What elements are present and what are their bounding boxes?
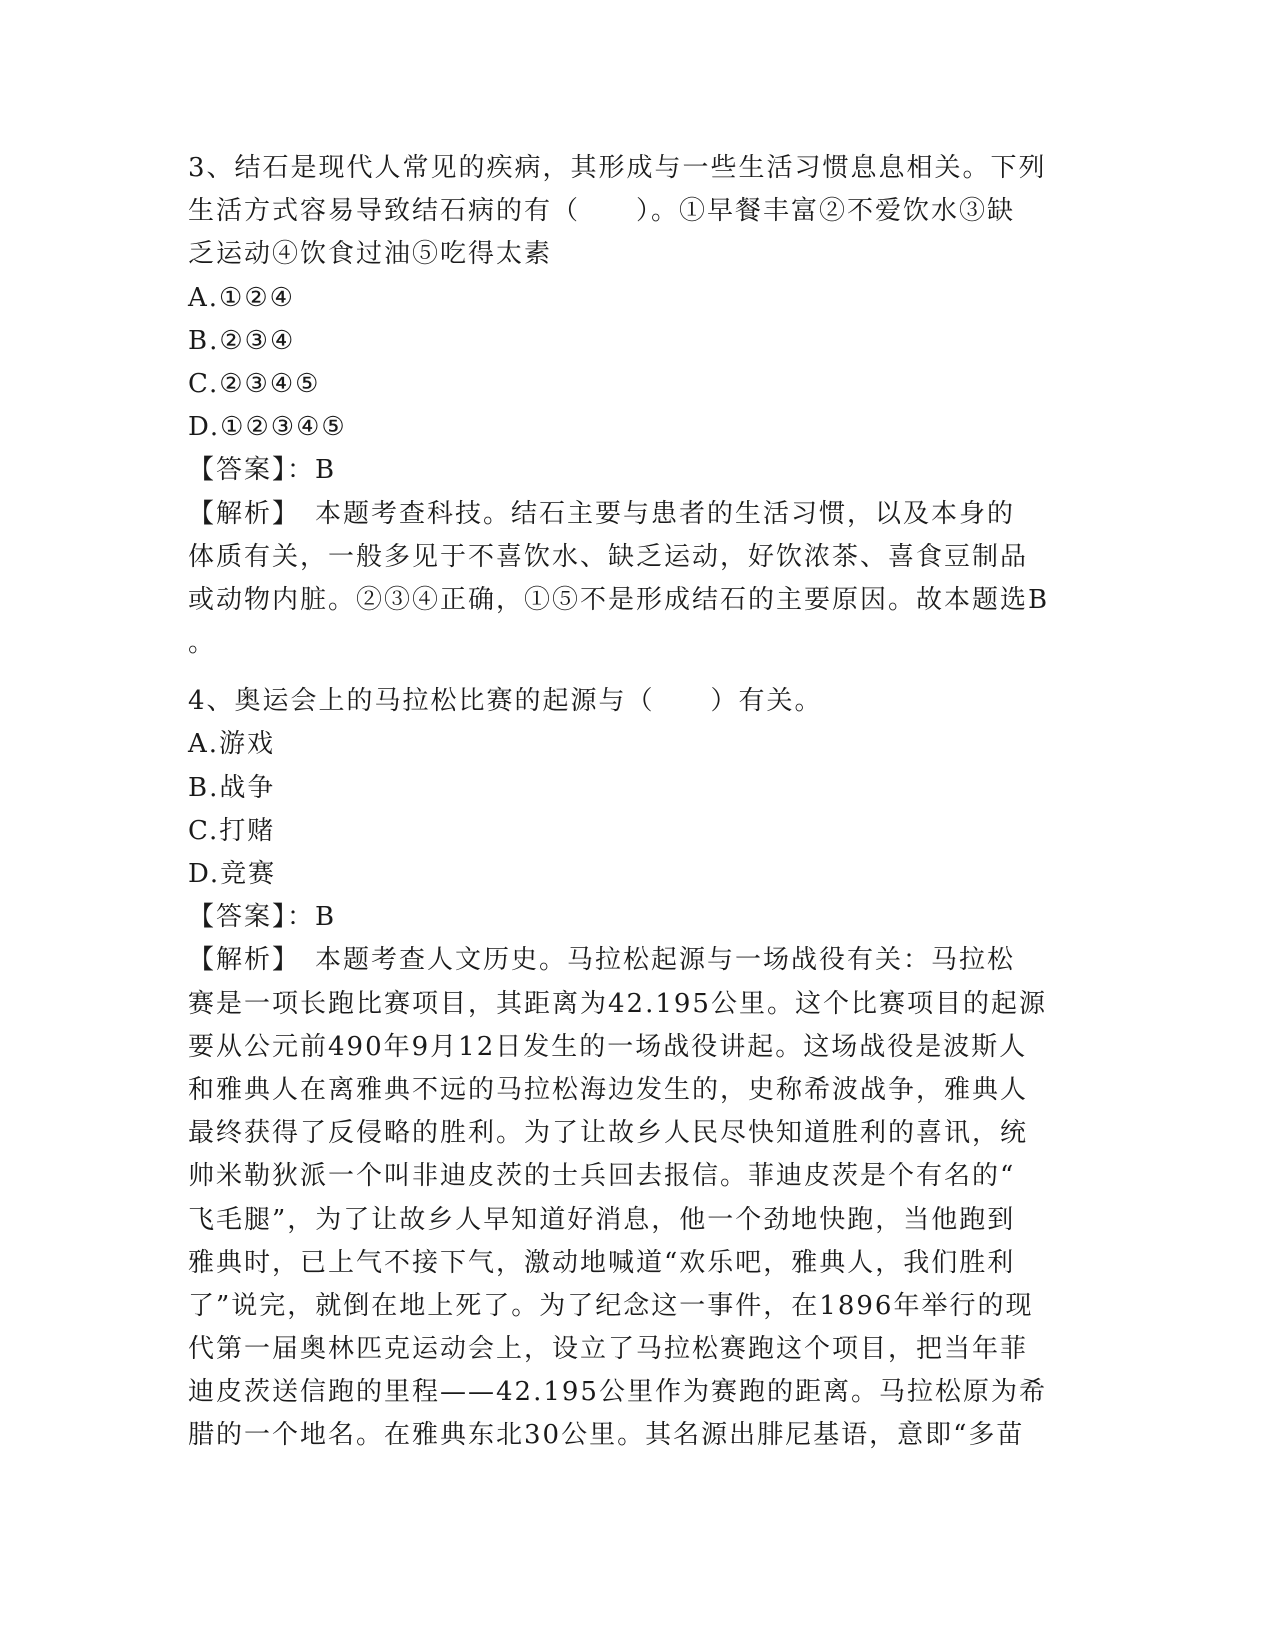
question-4-stem bbox=[188, 680, 1078, 723]
analysis-line: 【解析】 本题考查人文历史。马拉松起源与一场战役有关：马拉松 bbox=[188, 945, 1016, 976]
option-b: B.②③④ bbox=[188, 325, 296, 356]
analysis-line: 或动物内脏。②③④正确，①⑤不是形成结石的主要原因。故本题选B bbox=[188, 584, 1050, 615]
option-c: C.打赌 bbox=[188, 815, 276, 846]
question-3-options bbox=[188, 277, 1078, 450]
analysis-line: 雅典时，已上气不接下气，激动地喊道“欢乐吧，雅典人，我们胜利 bbox=[188, 1247, 1016, 1278]
analysis-line: 要从公元前490年9月12日发生的一场战役讲起。这场战役是波斯人 bbox=[188, 1031, 1028, 1062]
option-b: B.战争 bbox=[188, 772, 276, 803]
analysis-line: 腊的一个地名。在雅典东北30公里。其名源出腓尼基语，意即“多苗 bbox=[188, 1420, 1025, 1451]
question-3-answer: 【答案】：B bbox=[188, 455, 337, 486]
analysis-line: 迪皮茨送信跑的里程——42.195公里作为赛跑的距离。马拉松原为希 bbox=[188, 1377, 1047, 1408]
analysis-line: 和雅典人在离雅典不远的马拉松海边发生的，史称希波战争，雅典人 bbox=[188, 1074, 1029, 1105]
analysis-line: 飞毛腿”，为了让故乡人早知道好消息，他一个劲地快跑，当他跑到 bbox=[188, 1204, 1016, 1235]
question-4-options bbox=[188, 723, 1078, 896]
option-a: A.①②④ bbox=[188, 282, 295, 313]
analysis-line: 代第一届奥林匹克运动会上，设立了马拉松赛跑这个项目，把当年菲 bbox=[188, 1334, 1029, 1365]
question-3-stem bbox=[188, 147, 1078, 277]
document-page bbox=[188, 147, 1078, 1458]
analysis-line: 最终获得了反侵略的胜利。为了让故乡人民尽快知道胜利的喜讯，统 bbox=[188, 1118, 1029, 1149]
stem-line: 3、结石是现代人常见的疾病，其形成与一些生活习惯息息相关。下列 bbox=[188, 153, 1047, 183]
question-3-analysis bbox=[188, 493, 1078, 666]
option-a: A.游戏 bbox=[188, 729, 276, 760]
stem-line: 乏运动④饮食过油⑤吃得太素 bbox=[188, 239, 553, 270]
question-4 bbox=[188, 680, 1078, 1457]
question-4-answer: 【答案】：B bbox=[188, 902, 337, 933]
analysis-line: 赛是一项长跑比赛项目，其距离为42.195公里。这个比赛项目的起源 bbox=[188, 988, 1047, 1019]
option-c: C.②③④⑤ bbox=[188, 368, 321, 399]
stem-line: 4、奥运会上的马拉松比赛的起源与（ ）有关。 bbox=[188, 686, 823, 717]
stem-line: 生活方式容易导致结石病的有（ ）。①早餐丰富②不爱饮水③缺 bbox=[188, 196, 1016, 227]
question-spacer bbox=[188, 665, 1078, 680]
question-4-analysis bbox=[188, 939, 1078, 1457]
analysis-line: 体质有关，一般多见于不喜饮水、缺乏运动，好饮浓茶、喜食豆制品 bbox=[188, 541, 1029, 572]
analysis-line: 。 bbox=[188, 628, 217, 659]
option-d: D.竞赛 bbox=[188, 859, 277, 889]
analysis-line: 【解析】 本题考查科技。结石主要与患者的生活习惯，以及本身的 bbox=[188, 498, 1016, 529]
question-3 bbox=[188, 147, 1078, 665]
analysis-line: 了”说完，就倒在地上死了。为了纪念这一事件，在1896年举行的现 bbox=[188, 1290, 1034, 1321]
analysis-line: 帅米勒狄派一个叫非迪皮茨的士兵回去报信。菲迪皮茨是个有名的“ bbox=[188, 1161, 1016, 1192]
option-d: D.①②③④⑤ bbox=[188, 412, 347, 443]
